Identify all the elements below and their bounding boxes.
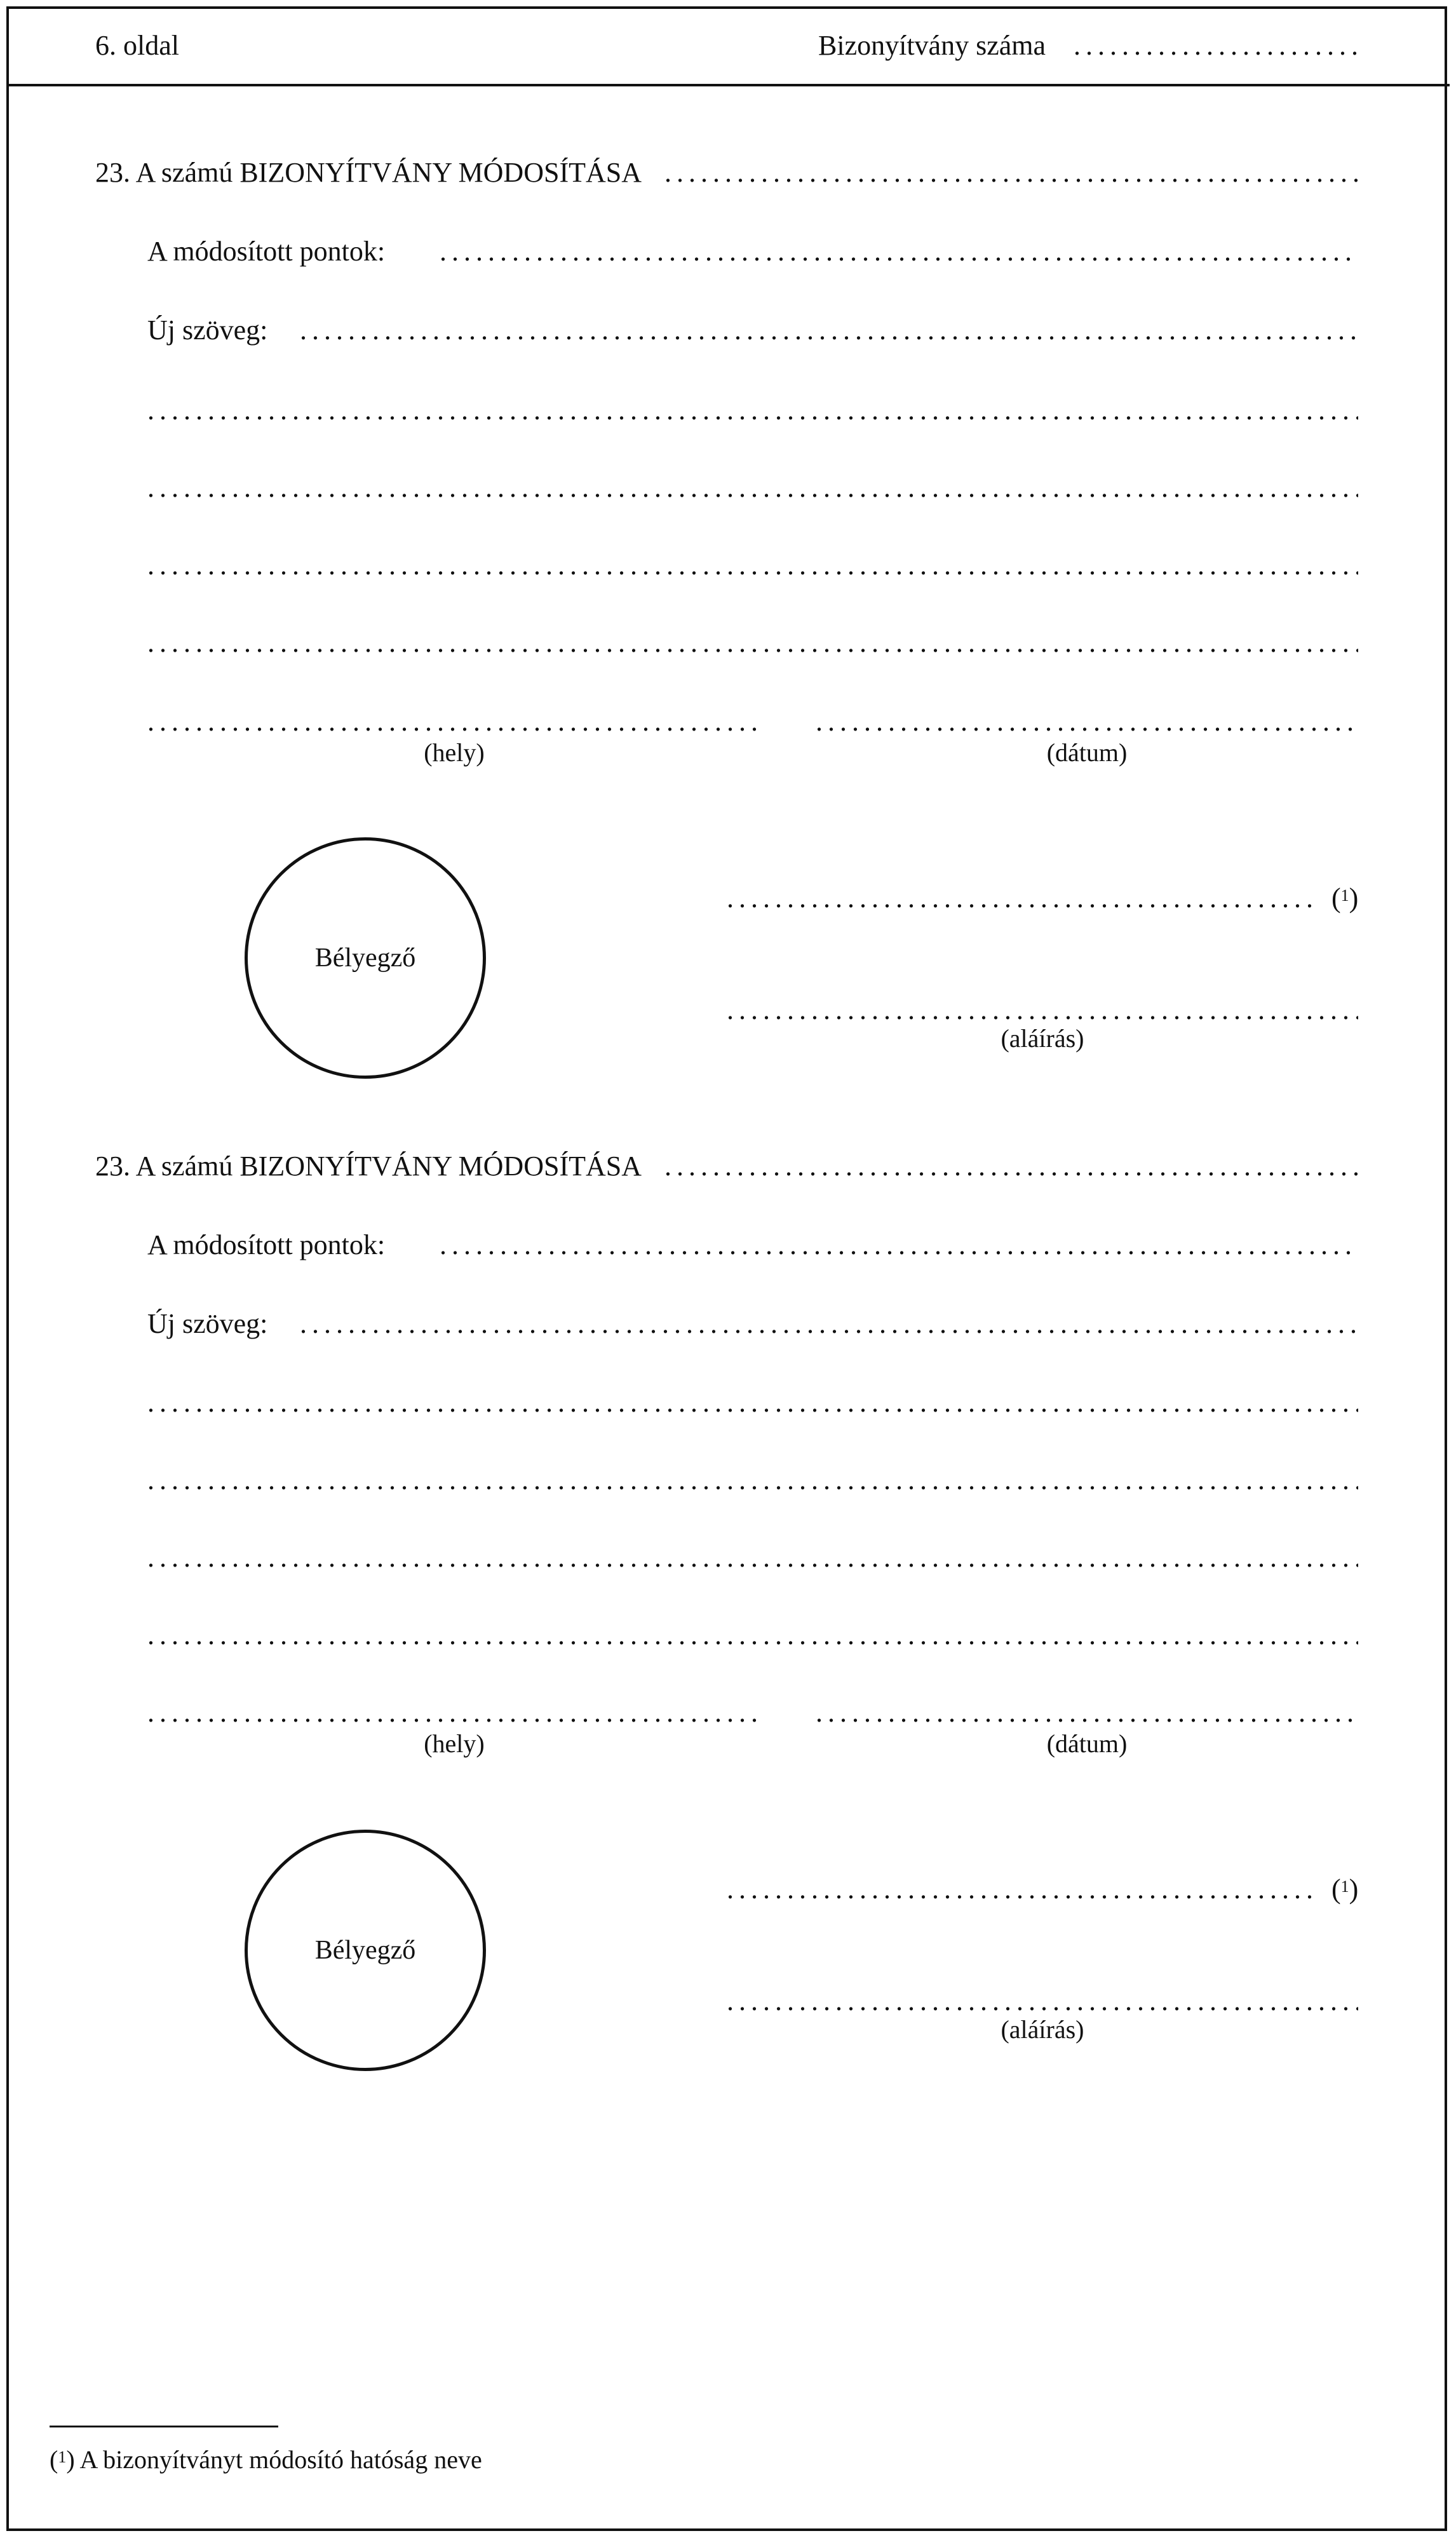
new-text-line[interactable] <box>147 470 1358 506</box>
certificate-number-field[interactable] <box>1074 28 1358 64</box>
date-caption: (dátum) <box>1046 738 1128 767</box>
new-text-line[interactable] <box>147 548 1358 583</box>
new-text-label: Új szöveg: <box>147 1308 268 1339</box>
header-divider <box>6 84 1450 86</box>
section-heading-field[interactable] <box>664 155 1358 191</box>
place-caption: (hely) <box>424 738 485 767</box>
signature-caption: (aláírás) <box>1001 1024 1084 1053</box>
section-heading: 23. A számú BIZONYÍTVÁNY MÓDOSÍTÁSA <box>95 157 642 188</box>
stamp-label: Bélyegző <box>314 1936 416 1965</box>
page-frame <box>6 6 1447 2531</box>
new-text-line[interactable] <box>147 1540 1358 1576</box>
amended-items-label: A módosított pontok: <box>147 236 386 267</box>
authority-name-field[interactable] <box>727 1872 1315 1907</box>
footnote-text: A bizonyítványt módosító hatóság neve <box>79 2445 482 2474</box>
stamp-label: Bélyegző <box>314 943 416 973</box>
amended-items-field[interactable] <box>440 234 1358 269</box>
date-caption: (dátum) <box>1046 1729 1128 1758</box>
signature-caption: (aláírás) <box>1001 2015 1084 2044</box>
new-text-label: Új szöveg: <box>147 314 268 346</box>
footnote-reference: ($^1$) <box>1331 882 1359 914</box>
certificate-number-label: Bizonyítvány száma <box>818 30 1046 61</box>
date-field[interactable] <box>816 704 1358 739</box>
authority-name-field[interactable] <box>727 881 1315 916</box>
new-text-line[interactable] <box>147 1385 1358 1421</box>
new-text-line[interactable] <box>147 625 1358 661</box>
place-field[interactable] <box>147 704 761 739</box>
footnote-rule <box>50 2426 278 2427</box>
place-field[interactable] <box>147 1695 761 1731</box>
page-label: 6. oldal <box>95 30 179 61</box>
new-text-line[interactable] <box>300 313 1358 348</box>
new-text-line[interactable] <box>300 1306 1358 1342</box>
section-heading: 23. A számú BIZONYÍTVÁNY MÓDOSÍTÁSA <box>95 1151 642 1182</box>
new-text-line[interactable] <box>147 393 1358 428</box>
new-text-line[interactable] <box>147 1462 1358 1498</box>
stamp-circle <box>245 1830 486 2071</box>
new-text-line[interactable] <box>147 1617 1358 1653</box>
footnote-reference: ($^1$) <box>1331 1873 1359 1905</box>
stamp-circle <box>245 837 486 1079</box>
date-field[interactable] <box>816 1695 1358 1731</box>
amended-items-field[interactable] <box>440 1227 1358 1263</box>
amended-items-label: A módosított pontok: <box>147 1229 386 1260</box>
footnote: ($^1$) A bizonyítványt módosító hatóság neve <box>50 2445 482 2474</box>
section-heading-field[interactable] <box>664 1149 1358 1184</box>
place-caption: (hely) <box>424 1729 485 1758</box>
